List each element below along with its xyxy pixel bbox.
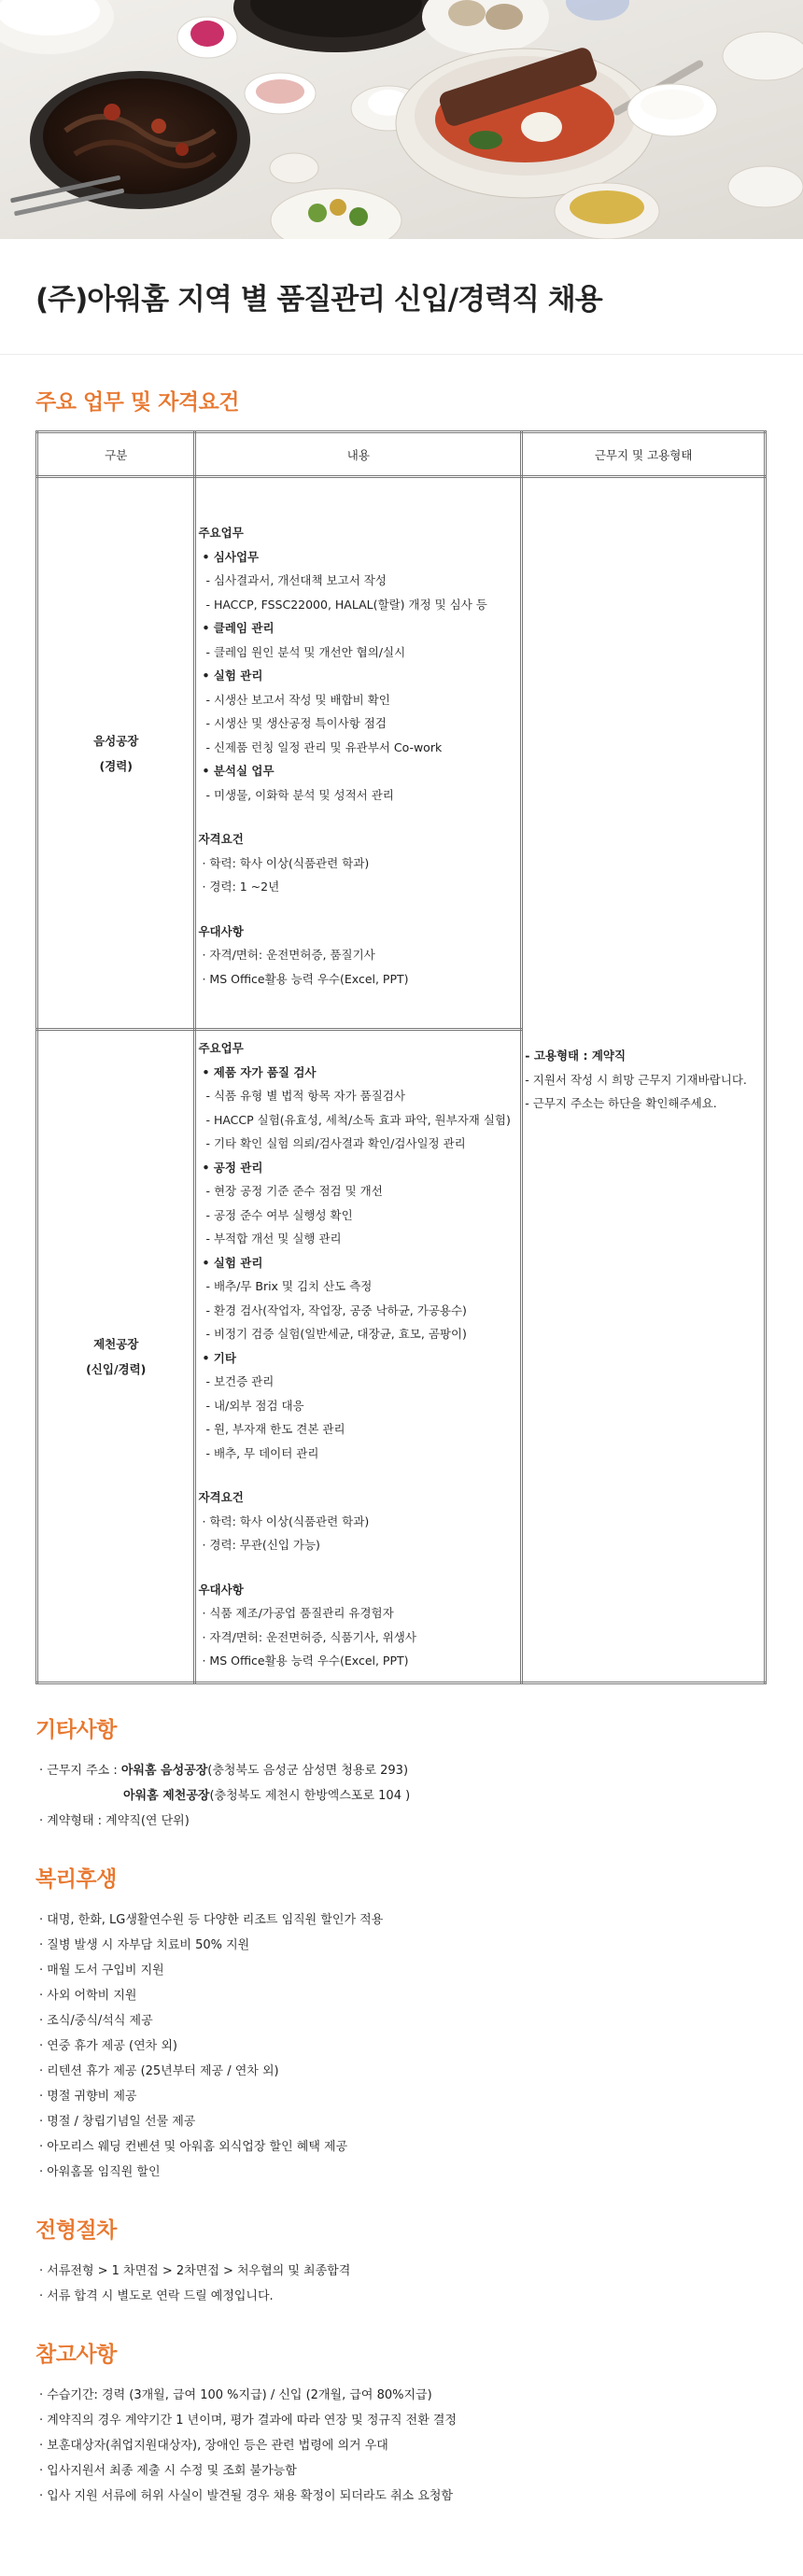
duty-item: - 비정기 검증 실험(일반세균, 대장균, 효모, 곰팡이): [205, 1327, 467, 1341]
duty-table: [35, 430, 767, 1684]
group-title: • 심사업무: [202, 549, 260, 564]
duty-item: - 신제품 런칭 일정 관리 및 유관부서 Co-work: [205, 739, 443, 754]
group-title: • 실험 관리: [202, 669, 263, 683]
duty-item: - HACCP, FSSC22000, HALAL(할랄) 개정 및 심사 등: [205, 597, 487, 612]
duties-title: 주요업무: [198, 1041, 244, 1055]
pref-item: · MS Office활용 능력 우수(Excel, PPT): [202, 1654, 409, 1668]
process-list: [0, 2259, 803, 2309]
qual-item: · 경력: 1 ~2년: [202, 880, 280, 894]
content-jecheon: [195, 1030, 522, 1683]
pref-item: · 자격/면허: 운전면허증, 식품기사, 위생사: [202, 1629, 416, 1644]
list-item: · 연중 휴가 제공 (연차 외): [39, 2039, 177, 2053]
duty-item: - 배추, 무 데이터 관리: [205, 1445, 319, 1460]
etc-section: [0, 1712, 803, 1834]
pref-title: 우대사항: [198, 1582, 244, 1597]
list-item: · 서류전형 > 1 차면접 > 2차면접 > 처우협의 및 최종합격: [39, 2264, 351, 2278]
pref-title: 우대사항: [198, 923, 244, 938]
title-bar: [0, 239, 803, 355]
duty-section-heading: 주요 업무 및 자격요건: [35, 390, 239, 415]
header-employment: 근무지 및 고용형태: [522, 432, 766, 477]
group-title: • 기타: [202, 1350, 236, 1365]
etc-heading: 기타사항: [35, 1718, 117, 1742]
table-header-row: [37, 432, 766, 477]
duty-item: - 미생물, 이화학 분석 및 성적서 관리: [205, 787, 394, 802]
list-item: · 수습기간: 경력 (3개월, 급여 100 %지급) / 신입 (2개월, 급여 80%지급): [39, 2388, 432, 2402]
duty-item: - 부적합 개선 및 실행 관리: [205, 1232, 342, 1246]
employment-note: - 지원서 작성 시 희망 근무지 기재바랍니다.: [525, 1072, 747, 1087]
header-category: 구분: [37, 432, 195, 477]
employment-type: - 고용형태 : 계약직: [525, 1049, 627, 1063]
qual-item: · 경력: 무관(신입 가능): [202, 1538, 320, 1552]
duty-item: - 시생산 보고서 작성 및 배합비 확인: [205, 692, 390, 707]
duty-item: - 심사결과서, 개선대책 보고서 작성: [205, 573, 387, 587]
notes-heading: 참고사항: [35, 2343, 117, 2367]
duty-item: - 식품 유형 별 법적 항목 자가 품질검사: [205, 1089, 405, 1103]
address-line-2: 아워홈 제천공장(충청북도 제천시 한방엑스포로 104 ): [123, 1789, 411, 1803]
duty-item: - 공정 준수 여부 실행성 확인: [205, 1207, 353, 1222]
contract-line: · 계약형태 : 계약직(연 단위): [39, 1814, 190, 1828]
content-eumseong: [195, 477, 522, 1030]
group-title: • 실험 관리: [202, 1255, 263, 1270]
page-title: (주)아워홈 지역 별 품질관리 신입/경력직 채용: [35, 283, 602, 317]
qual-title: 자격요건: [198, 1490, 244, 1504]
duty-item: - 시생산 및 생산공정 특이사항 점검: [205, 716, 387, 730]
etc-list: [0, 1758, 803, 1834]
category-jecheon: 제천공장 (신입/경력): [37, 1030, 195, 1683]
list-item: · 리텐션 휴가 제공 (25년부터 제공 / 연차 외): [39, 2064, 279, 2078]
header-content: 내용: [195, 432, 522, 477]
list-item: · 서류 합격 시 별도로 연락 드릴 예정입니다.: [39, 2289, 274, 2303]
duty-item: - 기타 확인 실험 의뢰/검사결과 확인/검사일정 관리: [205, 1136, 466, 1150]
qual-item: · 학력: 학사 이상(식품관련 학과): [202, 855, 370, 870]
list-item: · 아모리스 웨딩 컨벤션 및 아워홈 외식업장 할인 혜택 제공: [39, 2140, 348, 2154]
list-item: · 명절 귀향비 제공: [39, 2090, 137, 2104]
duties-title: 주요업무: [198, 526, 244, 540]
list-item: · 계약직의 경우 계약기간 1 년이며, 평가 결과에 따라 연장 및 정규직 전환 결정: [39, 2414, 457, 2428]
list-item: · 보훈대상자(취업지원대상자), 장애인 등은 관련 법령에 의거 우대: [39, 2439, 388, 2453]
duty-item: - 클레임 원인 분석 및 개선안 협의/실시: [205, 644, 406, 659]
duty-item: - HACCP 실험(유효성, 세척/소독 효과 파악, 원부자재 실험): [205, 1112, 511, 1127]
process-heading: 전형절차: [35, 2218, 117, 2243]
table-row-eumseong: [37, 477, 766, 1030]
hero-food-photo: [0, 0, 803, 239]
group-title: • 제품 자가 품질 검사: [202, 1064, 317, 1079]
group-title: • 공정 관리: [202, 1160, 263, 1175]
welfare-section: [0, 1862, 803, 2185]
qual-item: · 학력: 학사 이상(식품관련 학과): [202, 1513, 370, 1528]
list-item: · 입사지원서 최종 제출 시 수정 및 조회 불가능함: [39, 2464, 297, 2478]
duty-item: - 현장 공정 기준 준수 점검 및 개선: [205, 1184, 383, 1198]
duty-item: - 배추/무 Brix 및 김치 산도 측정: [205, 1279, 373, 1293]
pref-item: · 식품 제조/가공업 품질관리 유경험자: [202, 1606, 394, 1620]
category-eumseong: 음성공장 (경력): [37, 477, 195, 1030]
list-item: · 질병 발생 시 자부담 치료비 50% 지원: [39, 1938, 250, 1952]
pref-item: · MS Office활용 능력 우수(Excel, PPT): [202, 971, 409, 986]
list-item: · 명절 / 창립기념일 선물 제공: [39, 2115, 196, 2129]
duty-item: - 내/외부 점검 대응: [205, 1398, 304, 1413]
list-item: · 사외 어학비 지원: [39, 1989, 137, 2003]
duty-item: - 원, 부자재 한도 견본 관리: [205, 1422, 345, 1436]
list-item: · 대명, 한화, LG생활연수원 등 다양한 리조트 임직원 할인가 적용: [39, 1913, 384, 1927]
address-line-1: · 근무지 주소 : 아워홈 음성공장(충청북도 음성군 삼성면 청용로 293): [39, 1764, 409, 1778]
pref-item: · 자격/면허: 운전면허증, 품질기사: [202, 948, 375, 962]
address-name: 아워홈 음성공장: [120, 1764, 208, 1778]
list-item: · 입사 지원 서류에 허위 사실이 발견될 경우 채용 확정이 되더라도 취소 요청함: [39, 2489, 454, 2503]
list-item: · 아워홈몰 임직원 할인: [39, 2165, 161, 2179]
qual-title: 자격요건: [198, 832, 244, 846]
duty-item: - 환경 검사(작업자, 작업장, 공중 낙하균, 가공용수): [205, 1302, 467, 1317]
process-section: [0, 2213, 803, 2309]
notes-section: [0, 2337, 803, 2509]
group-title: • 분석실 업무: [202, 764, 275, 778]
duty-item: - 보건증 관리: [205, 1374, 275, 1388]
employment-cell: [522, 477, 766, 1683]
list-item: · 매월 도서 구입비 지원: [39, 1964, 164, 1978]
welfare-heading: 복리후생: [35, 1867, 117, 1892]
address-name: 아워홈 제천공장: [123, 1789, 210, 1803]
list-item: · 조식/중식/석식 제공: [39, 2014, 153, 2028]
employment-note: - 근무지 주소는 하단을 확인해주세요.: [525, 1096, 717, 1111]
notes-list: [0, 2383, 803, 2509]
group-title: • 클레임 관리: [202, 621, 275, 635]
welfare-list: [0, 1907, 803, 2185]
